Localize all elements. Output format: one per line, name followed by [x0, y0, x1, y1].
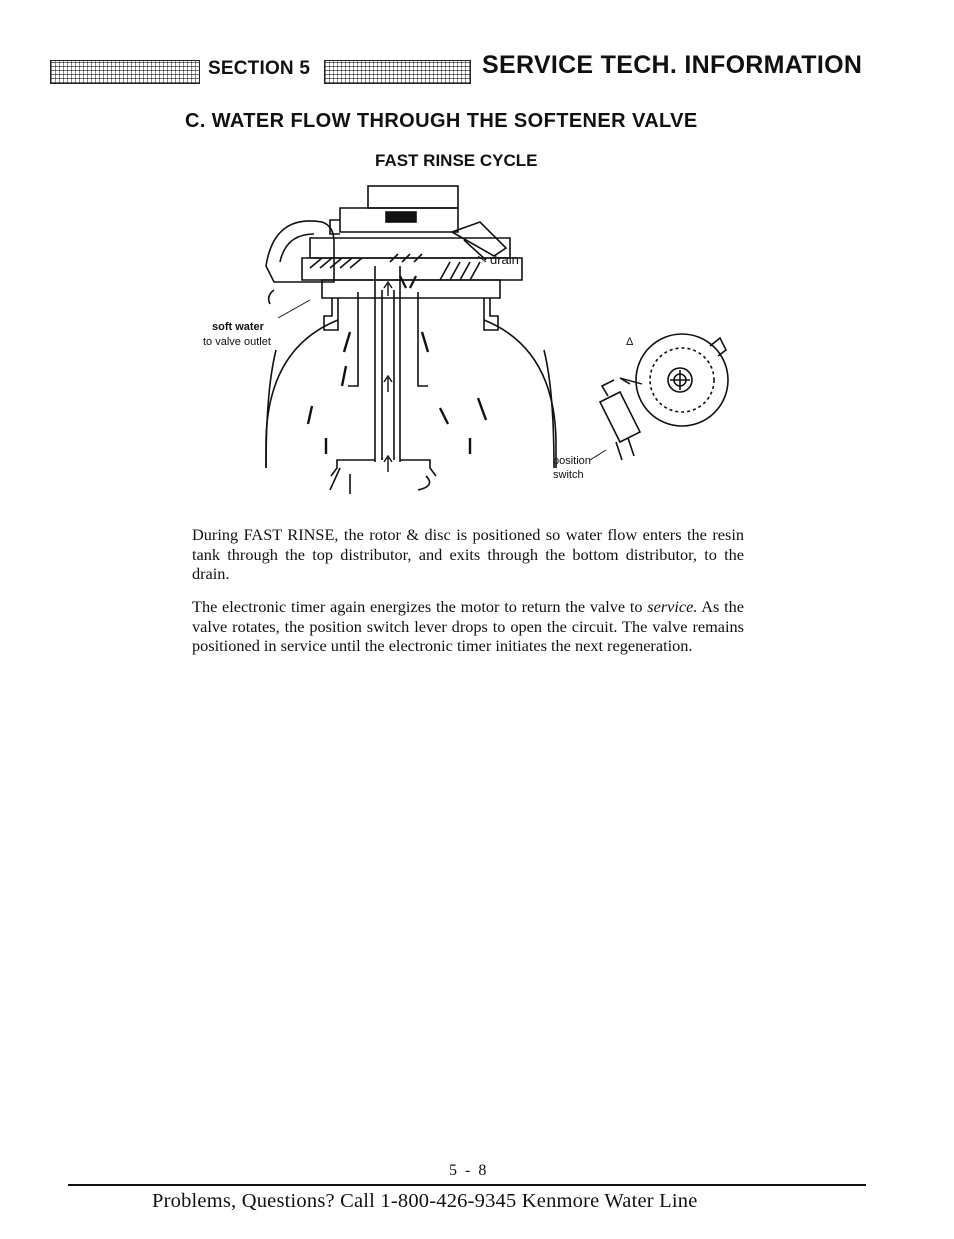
header-hatch-right — [324, 60, 471, 84]
para2-start: The electronic timer again energizes the motor to return the valve to — [192, 597, 648, 616]
para2-italic: service. — [647, 597, 698, 616]
label-delta: Δ — [626, 336, 634, 348]
section-subtitle: C. WATER FLOW THROUGH THE SOFTENER VALVE — [185, 110, 698, 132]
cycle-title: FAST RINSE CYCLE — [375, 151, 538, 170]
footer-rule — [68, 1184, 866, 1186]
label-switch: switch — [553, 469, 584, 481]
section-label: SECTION 5 — [208, 58, 311, 79]
paragraph-fast-rinse: During FAST RINSE, the rotor & disc is positioned so water flow enters the resin tank through the top distributor, and exits through the bottom distributor, to the drain. — [192, 525, 744, 583]
fast-rinse-valve-diagram — [190, 180, 750, 510]
label-to-valve-outlet: to valve outlet — [203, 336, 271, 348]
label-drain: drain — [490, 252, 519, 267]
para2-end: As the valve rotates, the position switch lever drops to open the circuit. The valve remains positioned in service until the electronic timer initiates the next regeneration. — [192, 597, 744, 655]
label-soft-water: soft water — [212, 321, 264, 333]
paragraph-return-to-service — [192, 597, 744, 656]
header-hatch-left — [50, 60, 200, 84]
footer-text: Problems, Questions? Call 1-800-426-9345 Kenmore Water Line — [152, 1190, 698, 1212]
page-title: SERVICE TECH. INFORMATION — [482, 51, 863, 79]
page-number: 5 - 8 — [449, 1162, 489, 1179]
label-position: position — [553, 455, 591, 467]
